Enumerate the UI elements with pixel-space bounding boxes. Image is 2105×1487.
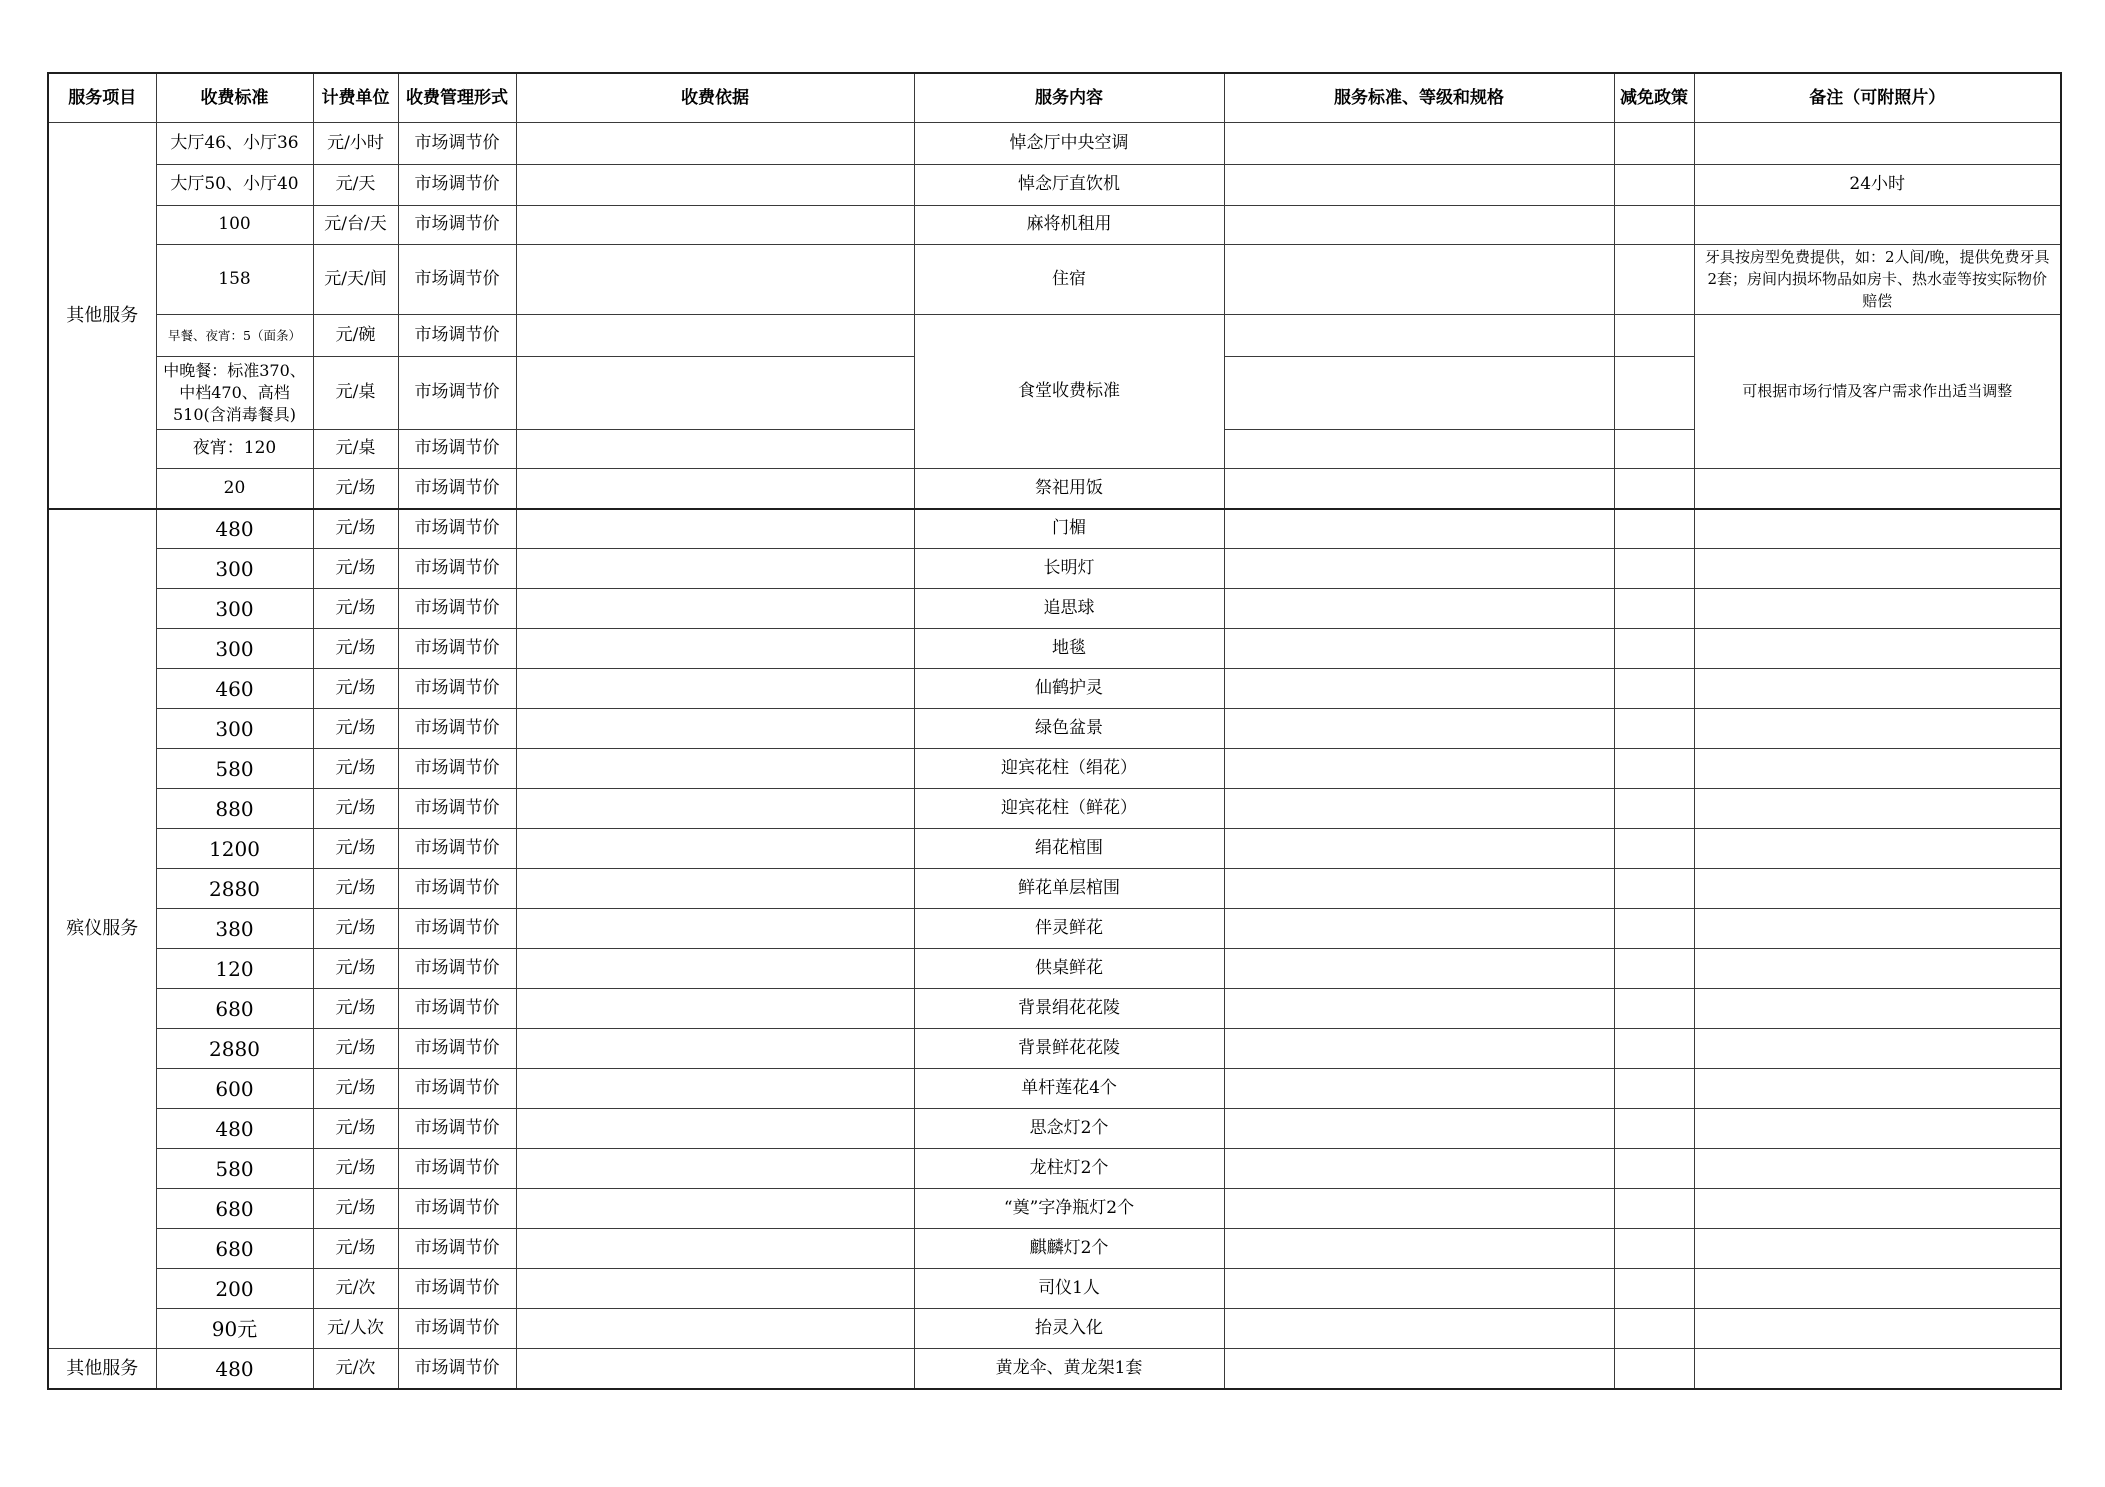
service-content-cell: 抬灵入化	[914, 1309, 1224, 1349]
service-spec-cell	[1224, 469, 1614, 509]
fee-standard-cell: 2880	[156, 1029, 313, 1069]
fee-basis-cell	[516, 1149, 914, 1189]
remark-cell	[1694, 869, 2061, 909]
billing-unit-cell: 元/场	[313, 1149, 398, 1189]
remark-cell: 24小时	[1694, 165, 2061, 206]
billing-unit-cell: 元/场	[313, 629, 398, 669]
fee-management-cell: 市场调节价	[398, 357, 516, 430]
billing-unit-cell: 元/场	[313, 869, 398, 909]
service-content-cell: 伴灵鲜花	[914, 909, 1224, 949]
service-spec-cell	[1224, 509, 1614, 549]
service-spec-cell	[1224, 629, 1614, 669]
fee-standard-cell: 1200	[156, 829, 313, 869]
billing-unit-cell: 元/场	[313, 829, 398, 869]
reduction-policy-cell	[1614, 1189, 1694, 1229]
remark-cell	[1694, 469, 2061, 509]
fee-standard-cell: 480	[156, 509, 313, 549]
fee-standard-cell: 200	[156, 1269, 313, 1309]
reduction-policy-cell	[1614, 469, 1694, 509]
fee-management-cell: 市场调节价	[398, 1189, 516, 1229]
fee-management-cell: 市场调节价	[398, 749, 516, 789]
fee-standard-cell: 100	[156, 206, 313, 245]
fee-basis-cell	[516, 1029, 914, 1069]
service-spec-cell	[1224, 669, 1614, 709]
service-spec-cell	[1224, 789, 1614, 829]
fee-management-cell: 市场调节价	[398, 509, 516, 549]
billing-unit-cell: 元/场	[313, 949, 398, 989]
remark-cell	[1694, 549, 2061, 589]
header-reduction-policy: 减免政策	[1614, 73, 1694, 123]
fee-basis-cell	[516, 989, 914, 1029]
fee-management-cell: 市场调节价	[398, 1229, 516, 1269]
remark-cell	[1694, 509, 2061, 549]
service-content-cell: 悼念厅直饮机	[914, 165, 1224, 206]
billing-unit-cell: 元/场	[313, 909, 398, 949]
table-row	[48, 1229, 2061, 1269]
reduction-policy-cell	[1614, 549, 1694, 589]
service-content-cell: 龙柱灯2个	[914, 1149, 1224, 1189]
fee-basis-cell	[516, 123, 914, 165]
remark-cell	[1694, 949, 2061, 989]
service-spec-cell	[1224, 909, 1614, 949]
fee-management-cell: 市场调节价	[398, 1029, 516, 1069]
billing-unit-cell: 元/次	[313, 1349, 398, 1389]
reduction-policy-cell	[1614, 829, 1694, 869]
reduction-policy-cell	[1614, 1269, 1694, 1309]
service-spec-cell	[1224, 749, 1614, 789]
service-spec-cell	[1224, 709, 1614, 749]
table-row	[48, 1309, 2061, 1349]
table-row	[48, 245, 2061, 315]
category-cell: 其他服务	[48, 1349, 156, 1389]
table-row	[48, 1109, 2061, 1149]
fee-management-cell: 市场调节价	[398, 709, 516, 749]
billing-unit-cell: 元/场	[313, 1109, 398, 1149]
fee-standard-cell: 300	[156, 589, 313, 629]
service-spec-cell	[1224, 869, 1614, 909]
remark-cell	[1694, 1309, 2061, 1349]
table-row	[48, 949, 2061, 989]
service-content-cell: 长明灯	[914, 549, 1224, 589]
billing-unit-cell: 元/人次	[313, 1309, 398, 1349]
fee-basis-cell	[516, 509, 914, 549]
fee-management-cell: 市场调节价	[398, 123, 516, 165]
remark-cell: 牙具按房型免费提供，如：2人间/晚，提供免费牙具2套；房间内损坏物品如房卡、热水壶等按实际物价赔偿	[1694, 245, 2061, 315]
table-row	[48, 1189, 2061, 1229]
table-row	[48, 1269, 2061, 1309]
header-fee-management: 收费管理形式	[398, 73, 516, 123]
fee-management-cell: 市场调节价	[398, 1309, 516, 1349]
fee-management-cell: 市场调节价	[398, 315, 516, 357]
remark-cell	[1694, 909, 2061, 949]
billing-unit-cell: 元/场	[313, 669, 398, 709]
remark-cell	[1694, 1269, 2061, 1309]
table-row	[48, 629, 2061, 669]
fee-basis-cell	[516, 1069, 914, 1109]
fee-management-cell: 市场调节价	[398, 789, 516, 829]
service-content-cell: 黄龙伞、黄龙架1套	[914, 1349, 1224, 1389]
fee-basis-cell	[516, 709, 914, 749]
reduction-policy-cell	[1614, 709, 1694, 749]
header-service-item: 服务项目	[48, 73, 156, 123]
fee-management-cell: 市场调节价	[398, 1069, 516, 1109]
fee-standard-cell: 480	[156, 1109, 313, 1149]
remark-cell	[1694, 1349, 2061, 1389]
remark-cell	[1694, 1229, 2061, 1269]
header-fee-standard: 收费标准	[156, 73, 313, 123]
billing-unit-cell: 元/天/间	[313, 245, 398, 315]
fee-standard-cell: 中晚餐：标准370、中档470、高档510(含消毒餐具)	[156, 357, 313, 430]
service-content-cell: 迎宾花柱（绢花）	[914, 749, 1224, 789]
fee-standard-cell: 早餐、夜宵：5（面条）	[156, 315, 313, 357]
fee-basis-cell	[516, 589, 914, 629]
header-service-spec: 服务标准、等级和规格	[1224, 73, 1614, 123]
fee-management-cell: 市场调节价	[398, 1269, 516, 1309]
fee-management-cell: 市场调节价	[398, 165, 516, 206]
fee-standard-cell: 120	[156, 949, 313, 989]
category-cell: 殡仪服务	[48, 509, 156, 1349]
reduction-policy-cell	[1614, 315, 1694, 357]
service-spec-cell	[1224, 357, 1614, 430]
remark-cell	[1694, 1189, 2061, 1229]
table-row	[48, 749, 2061, 789]
fee-standard-cell: 20	[156, 469, 313, 509]
table-row	[48, 206, 2061, 245]
fee-basis-cell	[516, 469, 914, 509]
reduction-policy-cell	[1614, 1309, 1694, 1349]
service-content-cell: 地毯	[914, 629, 1224, 669]
reduction-policy-cell	[1614, 789, 1694, 829]
billing-unit-cell: 元/场	[313, 1069, 398, 1109]
reduction-policy-cell	[1614, 869, 1694, 909]
billing-unit-cell: 元/桌	[313, 430, 398, 469]
category-cell: 其他服务	[48, 123, 156, 509]
fee-standard-cell: 2880	[156, 869, 313, 909]
fee-management-cell: 市场调节价	[398, 909, 516, 949]
fee-basis-cell	[516, 549, 914, 589]
reduction-policy-cell	[1614, 509, 1694, 549]
fee-management-cell: 市场调节价	[398, 245, 516, 315]
service-content-cell: 住宿	[914, 245, 1224, 315]
table-row	[48, 1029, 2061, 1069]
reduction-policy-cell	[1614, 1229, 1694, 1269]
table-row	[48, 789, 2061, 829]
reduction-policy-cell	[1614, 206, 1694, 245]
fee-basis-cell	[516, 206, 914, 245]
fee-standard-cell: 580	[156, 1149, 313, 1189]
service-content-cell: 绢花棺围	[914, 829, 1224, 869]
fee-management-cell: 市场调节价	[398, 1149, 516, 1189]
table-row	[48, 829, 2061, 869]
service-content-cell: 背景鲜花花陵	[914, 1029, 1224, 1069]
reduction-policy-cell	[1614, 989, 1694, 1029]
service-content-cell: “奠”字净瓶灯2个	[914, 1189, 1224, 1229]
header-remark: 备注（可附照片）	[1694, 73, 2061, 123]
fee-standard-cell: 680	[156, 989, 313, 1029]
fee-standard-cell: 380	[156, 909, 313, 949]
fee-standard-cell: 460	[156, 669, 313, 709]
billing-unit-cell: 元/台/天	[313, 206, 398, 245]
service-content-cell: 思念灯2个	[914, 1109, 1224, 1149]
fee-basis-cell	[516, 315, 914, 357]
fee-standard-cell: 90元	[156, 1309, 313, 1349]
table-row	[48, 869, 2061, 909]
reduction-policy-cell	[1614, 629, 1694, 669]
fee-basis-cell	[516, 789, 914, 829]
service-content-cell: 祭祀用饭	[914, 469, 1224, 509]
service-spec-cell	[1224, 123, 1614, 165]
fee-standard-cell: 大厅50、小厅40	[156, 165, 313, 206]
table-row	[48, 709, 2061, 749]
reduction-policy-cell	[1614, 245, 1694, 315]
remark-cell	[1694, 123, 2061, 165]
fee-management-cell: 市场调节价	[398, 989, 516, 1029]
service-content-cell: 麒麟灯2个	[914, 1229, 1224, 1269]
service-content-cell: 鲜花单层棺围	[914, 869, 1224, 909]
service-spec-cell	[1224, 1189, 1614, 1229]
remark-cell	[1694, 1069, 2061, 1109]
reduction-policy-cell	[1614, 1149, 1694, 1189]
billing-unit-cell: 元/碗	[313, 315, 398, 357]
reduction-policy-cell	[1614, 357, 1694, 430]
table-row	[48, 1069, 2061, 1109]
fee-basis-cell	[516, 165, 914, 206]
fee-standard-cell: 680	[156, 1189, 313, 1229]
fee-standard-cell: 夜宵：120	[156, 430, 313, 469]
fee-management-cell: 市场调节价	[398, 206, 516, 245]
fee-basis-cell	[516, 1189, 914, 1229]
reduction-policy-cell	[1614, 749, 1694, 789]
fee-basis-cell	[516, 909, 914, 949]
remark-cell	[1694, 206, 2061, 245]
remark-cell	[1694, 589, 2061, 629]
service-spec-cell	[1224, 1149, 1614, 1189]
reduction-policy-cell	[1614, 1029, 1694, 1069]
service-spec-cell	[1224, 949, 1614, 989]
fee-standard-cell: 580	[156, 749, 313, 789]
service-content-cell: 供桌鲜花	[914, 949, 1224, 989]
fee-management-cell: 市场调节价	[398, 549, 516, 589]
fee-basis-cell	[516, 430, 914, 469]
service-spec-cell	[1224, 165, 1614, 206]
table-row	[48, 469, 2061, 509]
fee-management-cell: 市场调节价	[398, 829, 516, 869]
reduction-policy-cell	[1614, 123, 1694, 165]
remark-cell	[1694, 829, 2061, 869]
fee-standard-cell: 300	[156, 629, 313, 669]
header-service-content: 服务内容	[914, 73, 1224, 123]
fee-basis-cell	[516, 829, 914, 869]
fee-table-header-row	[48, 73, 2061, 123]
service-content-cell: 单杆莲花4个	[914, 1069, 1224, 1109]
fee-basis-cell	[516, 669, 914, 709]
service-spec-cell	[1224, 1229, 1614, 1269]
fee-management-cell: 市场调节价	[398, 869, 516, 909]
service-content-cell: 追思球	[914, 589, 1224, 629]
service-spec-cell	[1224, 430, 1614, 469]
service-spec-cell	[1224, 206, 1614, 245]
reduction-policy-cell	[1614, 1069, 1694, 1109]
fee-basis-cell	[516, 245, 914, 315]
service-spec-cell	[1224, 1069, 1614, 1109]
service-content-cell: 食堂收费标准	[914, 315, 1224, 469]
remark-cell	[1694, 669, 2061, 709]
service-content-cell: 仙鹤护灵	[914, 669, 1224, 709]
table-row	[48, 165, 2061, 206]
service-spec-cell	[1224, 1109, 1614, 1149]
service-spec-cell	[1224, 1309, 1614, 1349]
service-spec-cell	[1224, 549, 1614, 589]
reduction-policy-cell	[1614, 1349, 1694, 1389]
billing-unit-cell: 元/场	[313, 589, 398, 629]
reduction-policy-cell	[1614, 589, 1694, 629]
billing-unit-cell: 元/场	[313, 509, 398, 549]
fee-standard-cell: 大厅46、小厅36	[156, 123, 313, 165]
billing-unit-cell: 元/场	[313, 469, 398, 509]
fee-basis-cell	[516, 749, 914, 789]
remark-cell: 可根据市场行情及客户需求作出适当调整	[1694, 315, 2061, 469]
remark-cell	[1694, 789, 2061, 829]
fee-basis-cell	[516, 1309, 914, 1349]
billing-unit-cell: 元/天	[313, 165, 398, 206]
fee-management-cell: 市场调节价	[398, 1109, 516, 1149]
billing-unit-cell: 元/场	[313, 989, 398, 1029]
fee-basis-cell	[516, 869, 914, 909]
service-spec-cell	[1224, 829, 1614, 869]
billing-unit-cell: 元/场	[313, 709, 398, 749]
fee-standard-cell: 480	[156, 1349, 313, 1389]
remark-cell	[1694, 709, 2061, 749]
header-fee-basis: 收费依据	[516, 73, 914, 123]
fee-standard-cell: 880	[156, 789, 313, 829]
billing-unit-cell: 元/场	[313, 1229, 398, 1269]
reduction-policy-cell	[1614, 430, 1694, 469]
billing-unit-cell: 元/桌	[313, 357, 398, 430]
billing-unit-cell: 元/场	[313, 789, 398, 829]
service-content-cell: 悼念厅中央空调	[914, 123, 1224, 165]
fee-table-body	[48, 123, 2061, 1389]
remark-cell	[1694, 1149, 2061, 1189]
remark-cell	[1694, 1029, 2061, 1069]
table-row	[48, 989, 2061, 1029]
table-row	[48, 1149, 2061, 1189]
billing-unit-cell: 元/场	[313, 549, 398, 589]
service-content-cell: 门楣	[914, 509, 1224, 549]
fee-basis-cell	[516, 949, 914, 989]
service-spec-cell	[1224, 989, 1614, 1029]
remark-cell	[1694, 989, 2061, 1029]
fee-basis-cell	[516, 1109, 914, 1149]
fee-standard-cell: 158	[156, 245, 313, 315]
fee-management-cell: 市场调节价	[398, 949, 516, 989]
service-spec-cell	[1224, 1029, 1614, 1069]
header-billing-unit: 计费单位	[313, 73, 398, 123]
table-row	[48, 315, 2061, 357]
service-content-cell: 背景绢花花陵	[914, 989, 1224, 1029]
reduction-policy-cell	[1614, 165, 1694, 206]
fee-basis-cell	[516, 1229, 914, 1269]
fee-management-cell: 市场调节价	[398, 669, 516, 709]
service-content-cell: 司仪1人	[914, 1269, 1224, 1309]
billing-unit-cell: 元/场	[313, 1189, 398, 1229]
fee-management-cell: 市场调节价	[398, 589, 516, 629]
service-spec-cell	[1224, 589, 1614, 629]
fee-management-cell: 市场调节价	[398, 629, 516, 669]
service-spec-cell	[1224, 245, 1614, 315]
reduction-policy-cell	[1614, 1109, 1694, 1149]
fee-standard-cell: 600	[156, 1069, 313, 1109]
table-row	[48, 1349, 2061, 1389]
fee-schedule-table	[47, 72, 2062, 1390]
fee-management-cell: 市场调节价	[398, 469, 516, 509]
fee-basis-cell	[516, 629, 914, 669]
billing-unit-cell: 元/场	[313, 749, 398, 789]
service-spec-cell	[1224, 1269, 1614, 1309]
billing-unit-cell: 元/次	[313, 1269, 398, 1309]
reduction-policy-cell	[1614, 669, 1694, 709]
table-row	[48, 589, 2061, 629]
fee-basis-cell	[516, 1349, 914, 1389]
table-row	[48, 669, 2061, 709]
service-content-cell: 迎宾花柱（鲜花）	[914, 789, 1224, 829]
reduction-policy-cell	[1614, 949, 1694, 989]
reduction-policy-cell	[1614, 909, 1694, 949]
fee-standard-cell: 300	[156, 549, 313, 589]
fee-management-cell: 市场调节价	[398, 430, 516, 469]
billing-unit-cell: 元/小时	[313, 123, 398, 165]
remark-cell	[1694, 1109, 2061, 1149]
remark-cell	[1694, 749, 2061, 789]
table-row	[48, 549, 2061, 589]
fee-management-cell: 市场调节价	[398, 1349, 516, 1389]
service-spec-cell	[1224, 315, 1614, 357]
fee-standard-cell: 680	[156, 1229, 313, 1269]
fee-basis-cell	[516, 1269, 914, 1309]
service-spec-cell	[1224, 1349, 1614, 1389]
fee-standard-cell: 300	[156, 709, 313, 749]
fee-basis-cell	[516, 357, 914, 430]
billing-unit-cell: 元/场	[313, 1029, 398, 1069]
table-row	[48, 509, 2061, 549]
service-content-cell: 麻将机租用	[914, 206, 1224, 245]
service-content-cell: 绿色盆景	[914, 709, 1224, 749]
remark-cell	[1694, 629, 2061, 669]
table-row	[48, 123, 2061, 165]
table-row	[48, 909, 2061, 949]
